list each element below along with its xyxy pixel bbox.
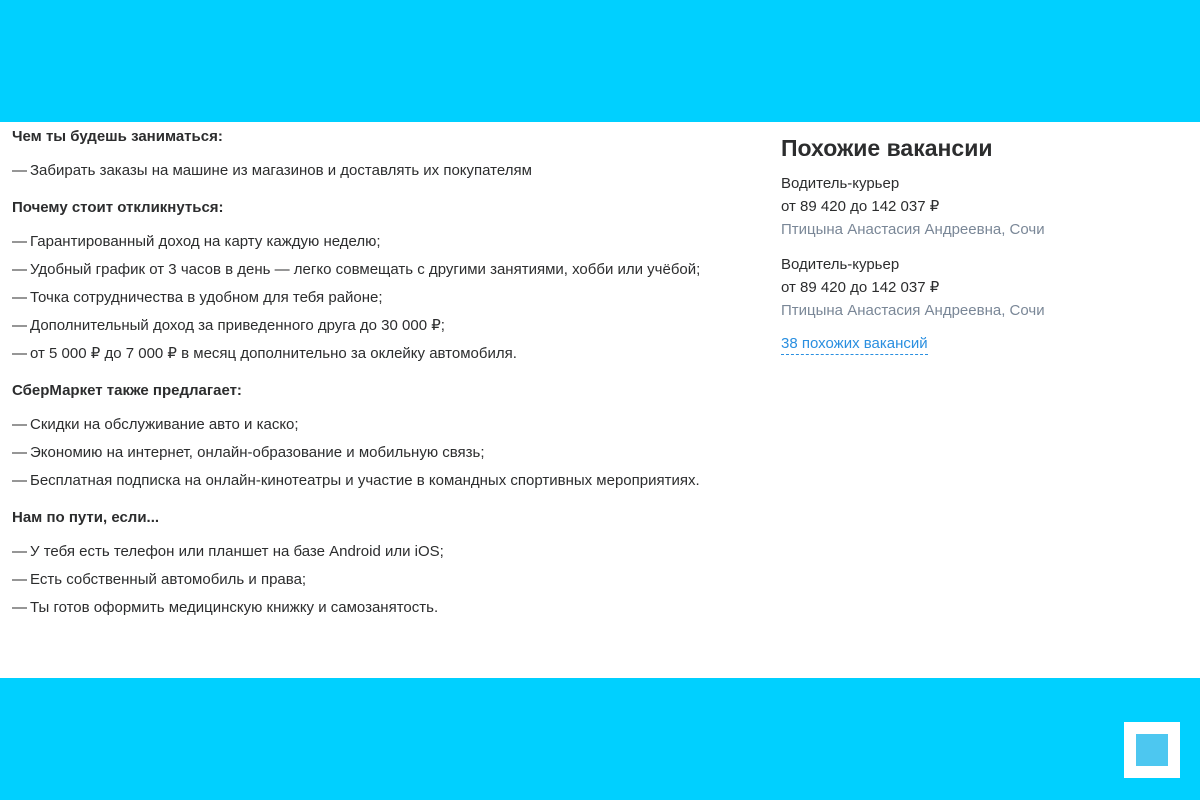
vacancy-title[interactable]: Водитель-курьер bbox=[781, 175, 900, 192]
list-item: — Гарантированный доход на карту каждую неделю; bbox=[12, 230, 712, 253]
section-title: СберМаркет также предлагает: bbox=[12, 382, 242, 399]
vacancy-card[interactable] bbox=[781, 172, 1181, 241]
vacancy-salary: от 89 420 до 142 037 ₽ bbox=[781, 198, 940, 215]
section-title: Почему стоит откликнуться: bbox=[12, 199, 224, 216]
list-item: — Скидки на обслуживание авто и каско; bbox=[12, 413, 712, 436]
square-icon bbox=[1136, 734, 1168, 766]
corner-widget[interactable] bbox=[1124, 722, 1180, 778]
dash: — bbox=[12, 289, 27, 306]
similar-vacancies bbox=[781, 132, 1181, 355]
top-band bbox=[0, 0, 1200, 122]
list-item: — Удобный график от 3 часов в день — легко совмещать с другими занятиями, хобби или учёбой; bbox=[12, 258, 712, 281]
section-title: Нам по пути, если... bbox=[12, 509, 160, 526]
dash: — bbox=[12, 472, 27, 489]
vacancy-company: Птицына Анастасия Андреевна, Сочи bbox=[781, 302, 1045, 319]
section-list bbox=[12, 540, 712, 619]
section-list bbox=[12, 230, 712, 365]
list-item: — Бесплатная подписка на онлайн-кинотеатры и участие в командных спортивных мероприятиях. bbox=[12, 469, 712, 492]
more-similar-vacancies-link[interactable]: 38 похожих вакансий bbox=[781, 334, 928, 355]
vacancy-salary: от 89 420 до 142 037 ₽ bbox=[781, 279, 940, 296]
dash: — bbox=[12, 416, 27, 433]
section-list bbox=[12, 413, 712, 492]
dash: — bbox=[12, 571, 27, 588]
vacancy-company: Птицына Анастасия Андреевна, Сочи bbox=[781, 221, 1045, 238]
list-item: — Экономию на интернет, онлайн-образование и мобильную связь; bbox=[12, 441, 712, 464]
vacancy-title[interactable]: Водитель-курьер bbox=[781, 256, 900, 273]
dash: — bbox=[12, 233, 27, 250]
content-panel bbox=[0, 122, 1200, 678]
list-item: — Забирать заказы на машине из магазинов и доставлять их покупателям bbox=[12, 159, 712, 182]
section-list bbox=[12, 159, 712, 182]
section-title: Чем ты будешь заниматься: bbox=[12, 128, 223, 145]
dash: — bbox=[12, 599, 27, 616]
dash: — bbox=[12, 444, 27, 461]
list-item: — У тебя есть телефон или планшет на базе Android или iOS; bbox=[12, 540, 712, 563]
vacancy-card[interactable] bbox=[781, 253, 1181, 322]
list-item: — Есть собственный автомобиль и права; bbox=[12, 568, 712, 591]
vacancy-description bbox=[12, 122, 712, 633]
dash: — bbox=[12, 345, 27, 362]
section-requirements bbox=[12, 506, 712, 619]
dash: — bbox=[12, 543, 27, 560]
dash: — bbox=[12, 317, 27, 334]
list-item: — Ты готов оформить медицинскую книжку и самозанятость. bbox=[12, 596, 712, 619]
list-item: — от 5 000 ₽ до 7 000 ₽ в месяц дополнительно за оклейку автомобиля. bbox=[12, 342, 712, 365]
list-item: — Точка сотрудничества в удобном для тебя районе; bbox=[12, 286, 712, 309]
section-benefits bbox=[12, 196, 712, 365]
similar-vacancies-heading: Похожие вакансии bbox=[781, 135, 993, 161]
section-offers bbox=[12, 379, 712, 492]
section-duties bbox=[12, 125, 712, 182]
list-item: — Дополнительный доход за приведенного друга до 30 000 ₽; bbox=[12, 314, 712, 337]
dash: — bbox=[12, 162, 27, 179]
dash: — bbox=[12, 261, 27, 278]
